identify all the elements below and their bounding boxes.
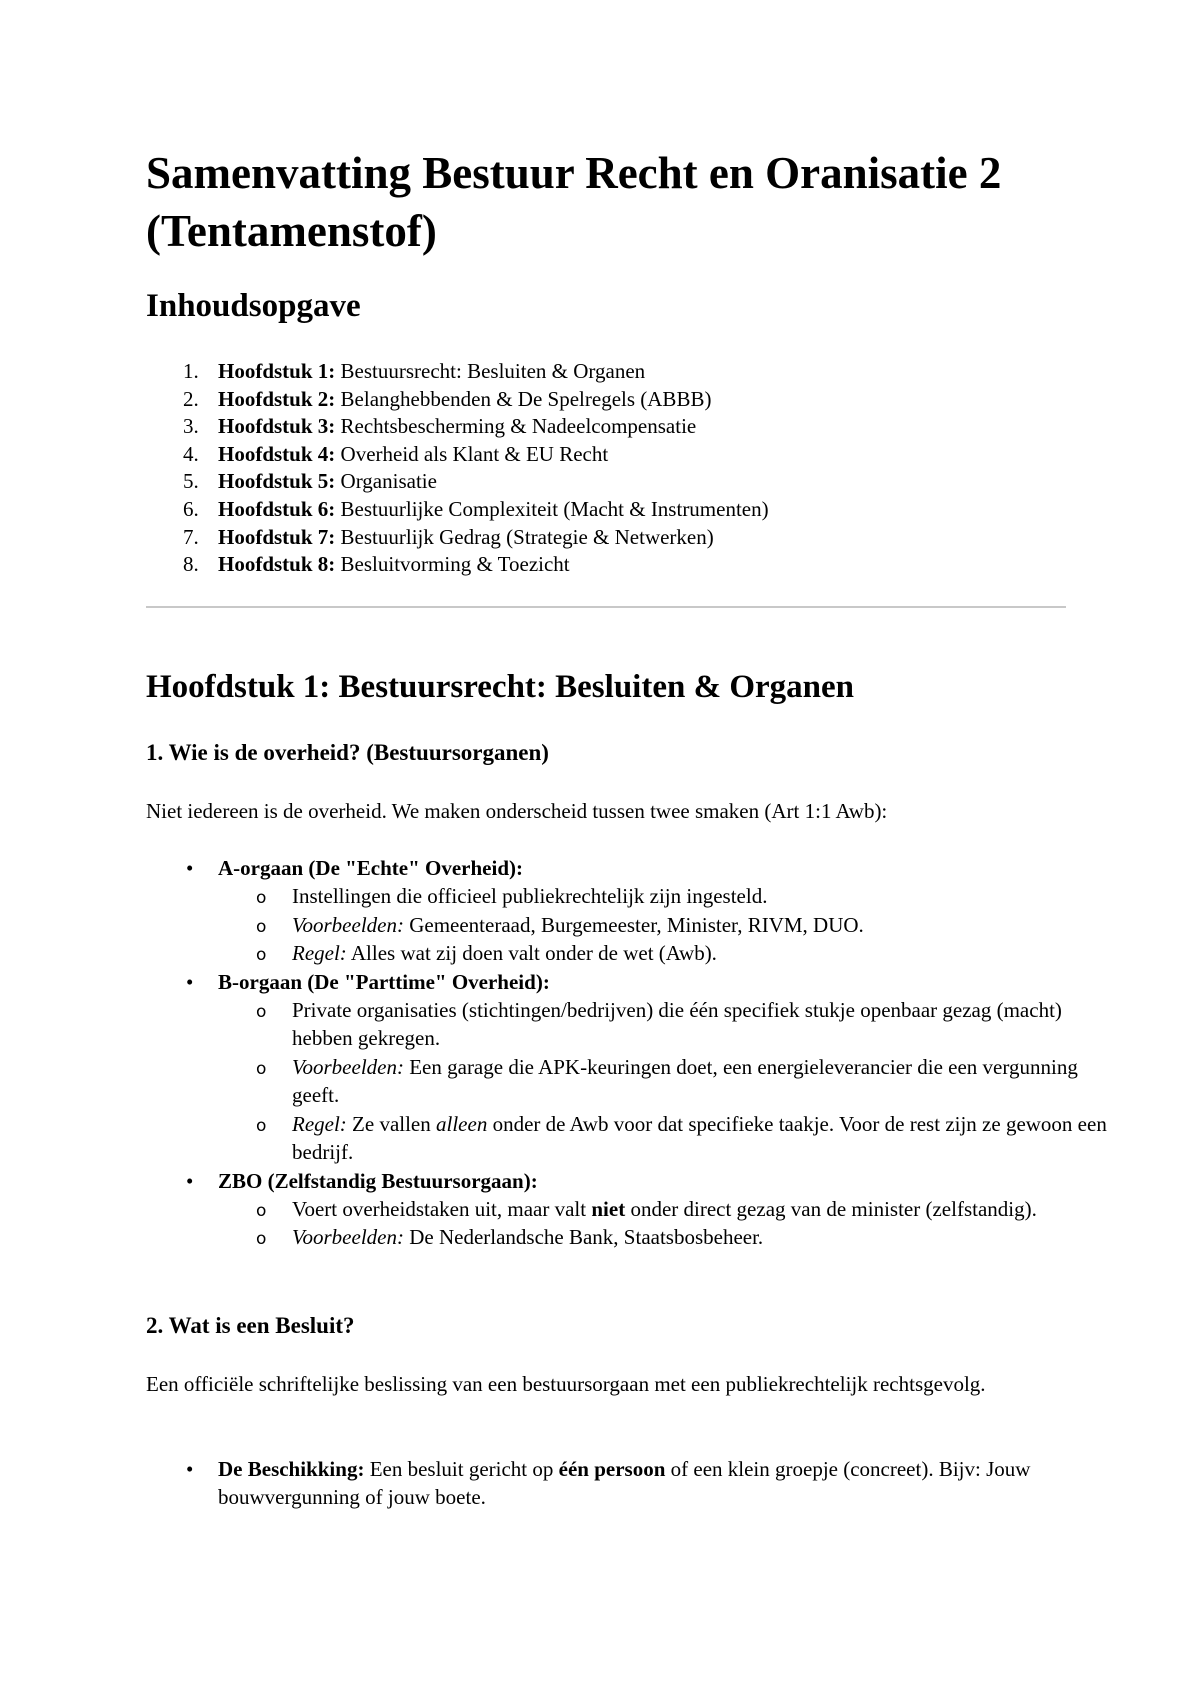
section-intro: Niet iedereen is de overheid. We maken onderscheid tussen twee smaken (Art 1:1 Awb): [146,799,888,823]
toc-item: 7. Hoofdstuk 7: Bestuurlijk Gedrag (Strategie & Netwerken) [183,524,714,549]
sub-list-item: o Voorbeelden: De Nederlandsche Bank, Staatsbosbeheer. [146,1223,1112,1252]
chapter-heading: Hoofdstuk 1: Bestuursrecht: Besluiten & Organen [146,669,854,705]
document-title: Samenvatting Bestuur Recht en Oranisatie 2 (Tentamenstof) [146,148,1002,256]
bullet-icon: • [186,1457,194,1481]
list-item: • A-orgaan (De "Echte" Overheid): o Instellingen die officieel publiekrechtelijk zijn ingesteld. o Voorbeelden: Gemeenteraad, Burgemeester, Minister, RIVM, DUO. o Regel: Alles wat zij doen valt onder de wet (Awb). [146,854,1066,968]
sub-list-item: o Private organisaties (stichtingen/bedrijven) die één specifiek stukje openbaar gezag (macht) hebben gekregen. [256,997,1062,1050]
sub-bullet-icon: o [256,1115,267,1136]
toc-heading: Inhoudsopgave [146,288,361,324]
list-item: • De Beschikking: Een besluit gericht op één persoon of een klein groepje (concreet). Bijv: Jouw bouwvergunning of jouw boete. [186,1457,1031,1509]
organ-types-list [146,854,1107,1252]
section-heading: 1. Wie is de overheid? (Bestuursorganen) [146,740,549,765]
toc-item: 5. Hoofdstuk 5: Organisatie [183,469,437,494]
sub-list-item: o Regel: Alles wat zij doen valt onder de wet (Awb). [146,939,1112,968]
list-item: • ZBO (Zelfstandig Bestuursorgaan): o Voert overheidstaken uit, maar valt niet onder direct gezag van de minister (zelfstandig). o Voorbeelden: De Nederlandsche Bank, Staatsbosbeheer. [146,1167,1066,1252]
toc-item: 6. Hoofdstuk 6: Bestuurlijke Complexiteit (Macht & Instrumenten) [183,496,769,521]
section-intro: Een officiële schriftelijke beslissing van een bestuursorgaan met een publiekrechtelijk rechtsgevolg. [146,1372,986,1396]
sub-list-item: o Regel: Ze vallen alleen onder de Awb voor dat specifieke taakje. Voor de rest zijn ze gewoon een bedrijf. [256,1111,1107,1164]
sub-bullet-icon: o [256,916,267,937]
sub-bullet-icon: o [256,945,267,965]
sub-bullet-icon: o [256,1058,267,1079]
sub-list-item: o Voorbeelden: Een garage die APK-keuringen doet, een energieleverancier die een vergunning geeft. [256,1054,1078,1107]
sub-bullet-icon: o [256,1001,267,1022]
sub-bullet-icon: o [256,1200,267,1221]
section-heading: 2. Wat is een Besluit? [146,1313,355,1338]
sub-list-item: o Instellingen die officieel publiekrechtelijk zijn ingesteld. [146,882,1112,911]
sub-list-item: o Voert overheidstaken uit, maar valt niet onder direct gezag van de minister (zelfstandig). [146,1195,1112,1224]
sub-list-item: o Voorbeelden: Gemeenteraad, Burgemeester, Minister, RIVM, DUO. [146,911,1112,940]
toc-item: 1. Hoofdstuk 1: Bestuursrecht: Besluiten & Organen [183,359,646,383]
toc-item: 8. Hoofdstuk 8: Besluitvorming & Toezicht [183,552,570,577]
toc-item: 2. Hoofdstuk 2: Belanghebbenden & De Spelregels (ABBB) [183,386,712,411]
sub-bullet-icon: o [256,888,267,908]
bullet-icon: • [186,969,194,994]
table-of-contents [146,358,769,579]
bullet-icon: • [186,1168,194,1193]
bullet-icon: • [186,856,194,880]
besluit-types-list [146,1455,1066,1511]
toc-item: 3. Hoofdstuk 3: Rechtsbescherming & Nadeelcompensatie [183,414,697,439]
section-divider [146,606,1066,608]
toc-item: 4. Hoofdstuk 4: Overheid als Klant & EU Recht [183,441,609,466]
list-item: • B-orgaan (De "Parttime" Overheid): o Private organisaties (stichtingen/bedrijven) die één specifiek stukje openbaar gezag (macht) hebben gekregen. o Voorbeelden: Een garage die APK-keuringen doet, een energieleverancier die een vergunning geeft. o Regel: Ze vallen alleen onder de Awb voor dat specifieke taakje. Voor de rest zijn ze gewoon een bedrijf. [146,968,1066,1167]
sub-bullet-icon: o [256,1229,267,1249]
